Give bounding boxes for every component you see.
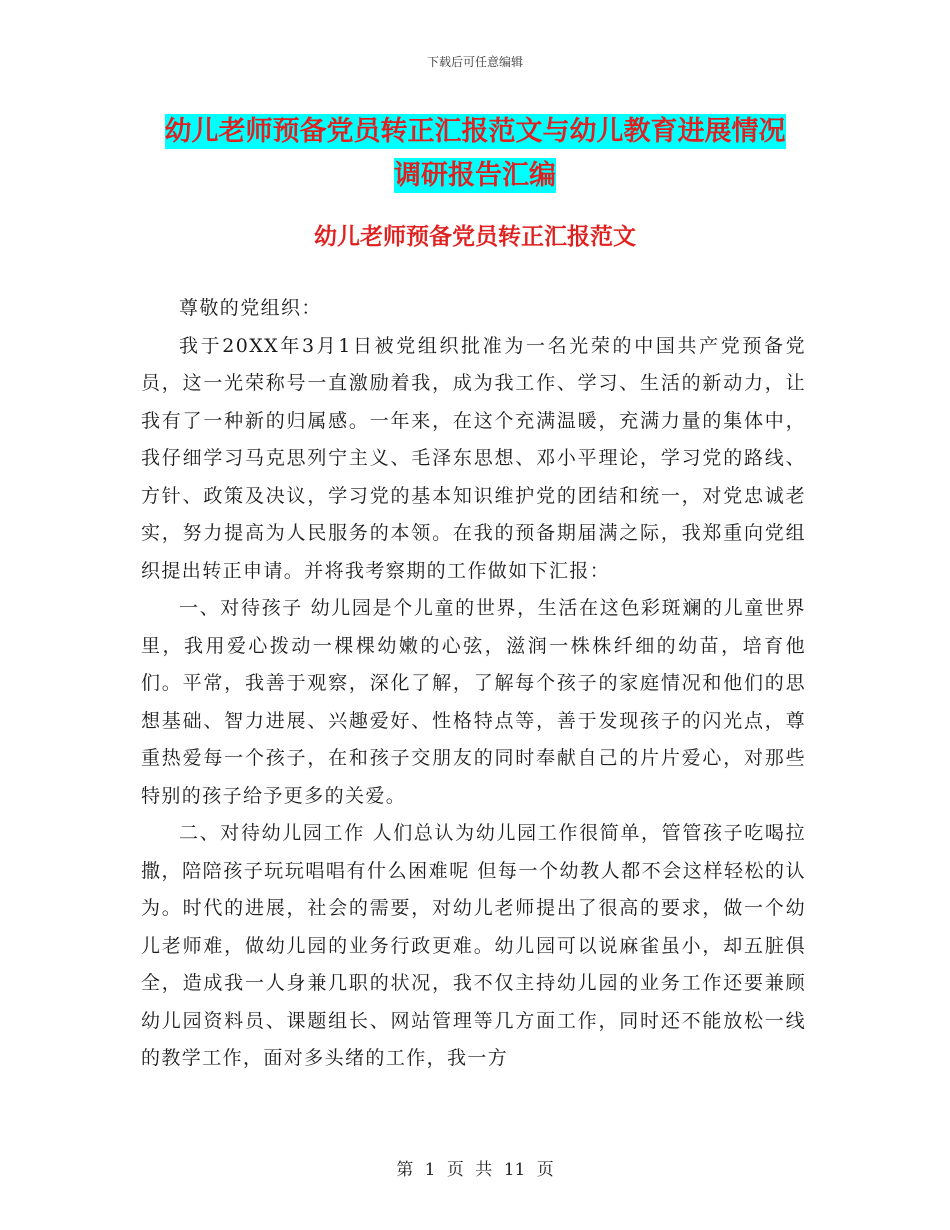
paragraph-work: 二、对待幼儿园工作 人们总认为幼儿园工作很简单，管管孩子吃喝拉撒，陪陪孩子玩玩唱唱有什么困难呢 但每一个幼教人都不会这样轻松的认为。时代的进展，社会的需要，对幼儿老师提出了很高的要求，做一个幼儿老师难，做幼儿园的业务行政更难。幼儿园可以说麻雀虽小，却五脏俱全，造成我一人身兼几职的状况，我不仅主持幼儿园的业务工作还要兼顾幼儿园资料员、课题组长、网站管理等几方面工作，同时还不能放松一线的教学工作，面对多头绪的工作，我一方 <box>141 822 806 1069</box>
paragraph-intro: 我于20XX年3月1日被党组织批准为一名光荣的中国共产党预备党员，这一光荣称号一直激励着我，成为我工作、学习、生活的新动力，让我有了一种新的归属感。一年来，在这个充满温暖，充满力量的集体中，我仔细学习马克思列宁主义、毛泽东思想、邓小平理论，学习党的路线、方针、政策及决议，学习党的基本知识维护党的团结和统一，对党忠诚老实，努力提高为人民服务的本领。在我的预备期届满之际，我郑重向党组织提出转正申请。并将我考察期的工作做如下汇报： <box>141 334 806 582</box>
header-note: 下载后可任意编辑 <box>426 55 523 69</box>
paragraph-children: 一、对待孩子 幼儿园是个儿童的世界，生活在这色彩斑斓的儿童世界里，我用爱心拨动一棵棵幼嫩的心弦，滋润一株株纤细的幼苗，培育他们。平常，我善于观察，深化了解，了解每个孩子的家庭情况和他们的思想基础、智力进展、兴趣爱好、性格特点等，善于发现孩子的闪光点，尊重热爱每一个孩子，在和孩子交朋友的同时奉献自己的片片爱心，对那些特别的孩子给予更多的关爱。 <box>141 597 806 807</box>
title-line-1: 幼儿老师预备党员转正汇报范文与幼儿教育进展情况 <box>164 116 786 147</box>
document-body <box>141 290 806 1078</box>
title-line-2: 调研报告汇编 <box>394 160 556 191</box>
salutation: 尊敬的党组织： <box>179 297 322 319</box>
section-title: 幼儿老师预备党员转正汇报范文 <box>314 224 636 250</box>
page-footer: 第 1 页 共 11 页 <box>396 1160 554 1180</box>
document-title <box>0 110 950 198</box>
